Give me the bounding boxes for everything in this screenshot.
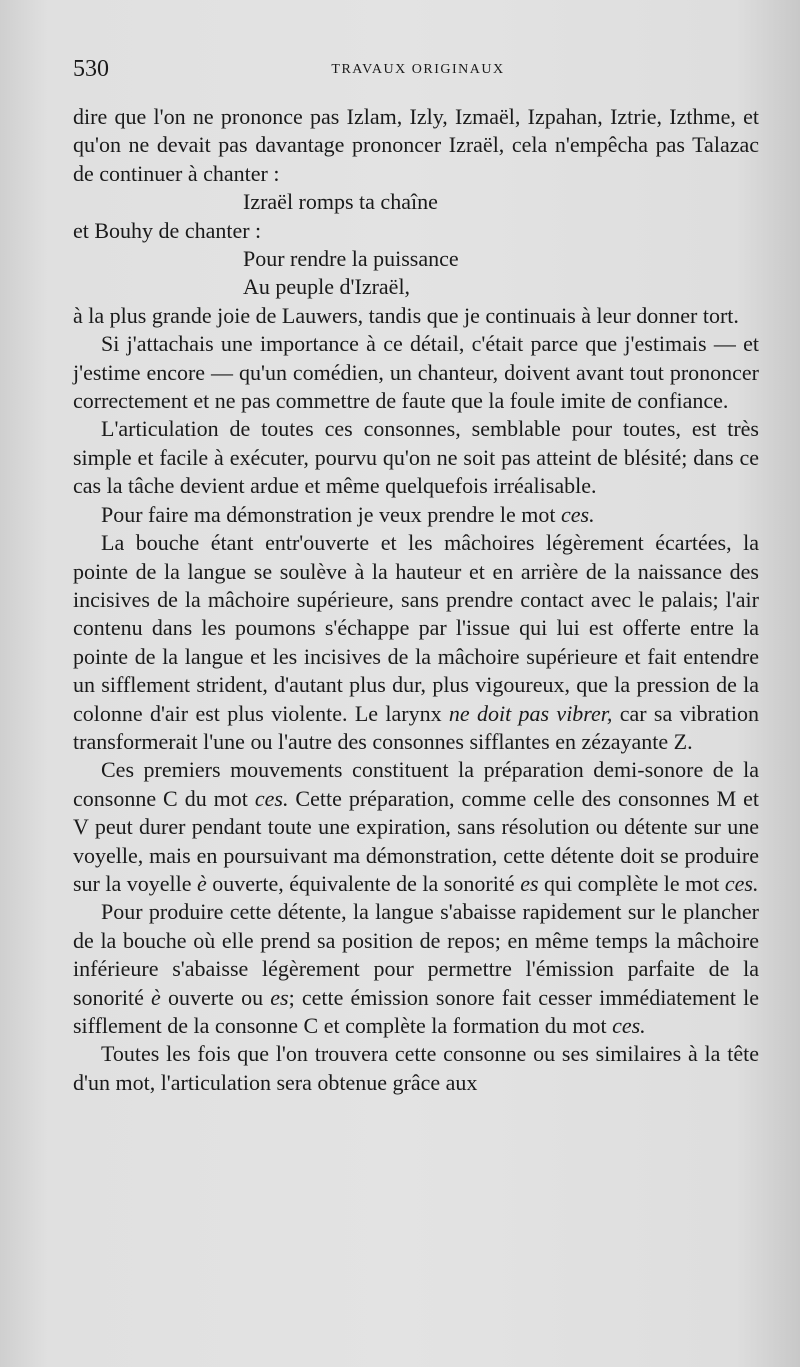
paragraph-8-italic-2: è xyxy=(197,870,207,896)
page-header xyxy=(73,56,763,86)
paragraph-7-italic: ne doit pas vibrer, xyxy=(448,700,613,726)
paragraph-3: à la plus grande joie de Lauwers, tandis que je continuais à leur donner tort. xyxy=(73,302,739,328)
paragraph-8-text-a: Ces premiers mouvements constituent la préparation demi-sonore de la consonne C du mot xyxy=(73,757,759,811)
page-body xyxy=(73,103,759,1097)
paragraph-9-text-c: ; cette émission sonore fait cesser immédiatement le sifflement de la consonne C et complète la formation du mot xyxy=(73,984,759,1038)
paragraph-9-text-b: ouverte ou xyxy=(160,984,271,1010)
verse-quote-2a: Pour rendre la puissance xyxy=(243,246,459,272)
page-number: 530 xyxy=(73,56,109,82)
verse-quote-2b: Au peuple d'Izraël, xyxy=(243,274,411,300)
paragraph-9-italic-1: è xyxy=(151,984,161,1010)
paragraph-4: Si j'attachais une importance à ce détail, c'était parce que j'estimais — et j'estime encore — qu'un comédien, un chanteur, doivent avant tout prononcer correctement et ne pas commettre de faute que la foule imite de confiance. xyxy=(73,331,759,414)
verse-quote-1: Izraël romps ta chaîne xyxy=(243,189,438,215)
paragraph-7-text-b: car sa vibration transformerait l'une ou l'autre des consonnes sifflantes en zézayante Z. xyxy=(73,700,759,754)
paragraph-2: et Bouhy de chanter : xyxy=(73,217,262,243)
paragraph-9-italic-2: es xyxy=(270,984,289,1010)
paragraph-7-text-a: La bouche étant entr'ouverte et les mâchoires légèrement écartées, la pointe de la langue se soulève à la hauteur et en arrière de la naissance des incisives de la mâchoire supérieure, sans prendre contact avec le palais; l'air contenu dans les poumons s'échappe par l'issue qui lui est offerte entre la pointe de la langue et les incisives de la mâchoire supérieure et fait entendre un sifflement strident, d'autant plus dur, plus vigoureux, que la pression de la colonne d'air est plus violente. Le larynx xyxy=(73,530,759,726)
paragraph-1: dire que l'on ne prononce pas Izlam, Izly, Izmaël, Izpahan, Iztrie, Izthme, et qu'on ne devait pas davantage prononcer Izraël, cela n'empêcha pas Talazac de continuer à chanter : xyxy=(73,104,759,186)
paragraph-8-italic-3: es xyxy=(520,870,539,896)
paragraph-5: L'articulation de toutes ces consonnes, semblable pour toutes, est très simple et facile à exécuter, pourvu qu'on ne soit pas atteint de blésité; dans ce cas la tâche devient ardue et même quelquefois irréalisable. xyxy=(73,416,759,499)
paragraph-7 xyxy=(73,529,759,756)
paragraph-8 xyxy=(73,756,759,898)
paragraph-9-text-a: Pour produire cette détente, la langue s'abaisse rapidement sur le plancher de la bouche où elle prend sa position de repos; en même temps la mâchoire inférieure s'abaisse légèrement pour permettre l'émission parfaite de la sonorité xyxy=(73,899,759,1010)
paragraph-9-italic-3: ces. xyxy=(612,1013,646,1038)
paragraph-6-text: Pour faire ma démonstration je veux prendre le mot xyxy=(101,501,562,527)
paragraph-8-italic-4: ces. xyxy=(724,870,759,896)
paragraph-6-italic: ces. xyxy=(561,501,595,527)
paragraph-10: Toutes les fois que l'on trouvera cette consonne ou ses similaires à la tête d'un mot, l'articulation sera obtenue grâce aux xyxy=(73,1041,759,1095)
paragraph-6 xyxy=(73,501,759,529)
paragraph-8-text-b: Cette préparation, comme celle des consonnes M et V peut durer pendant toute une expiration, sans résolution ou détente sur une voyelle, mais en poursuivant ma démonstration, cette détente doit se produire sur la voyelle xyxy=(73,785,759,896)
paragraph-8-text-c: ouverte, équivalente de la sonorité xyxy=(206,870,521,896)
running-head: TRAVAUX ORIGINAUX xyxy=(331,62,505,77)
paragraph-8-text-d: qui complète le mot xyxy=(538,870,725,896)
paragraph-8-italic-1: ces. xyxy=(254,785,289,811)
paragraph-9 xyxy=(73,898,759,1040)
